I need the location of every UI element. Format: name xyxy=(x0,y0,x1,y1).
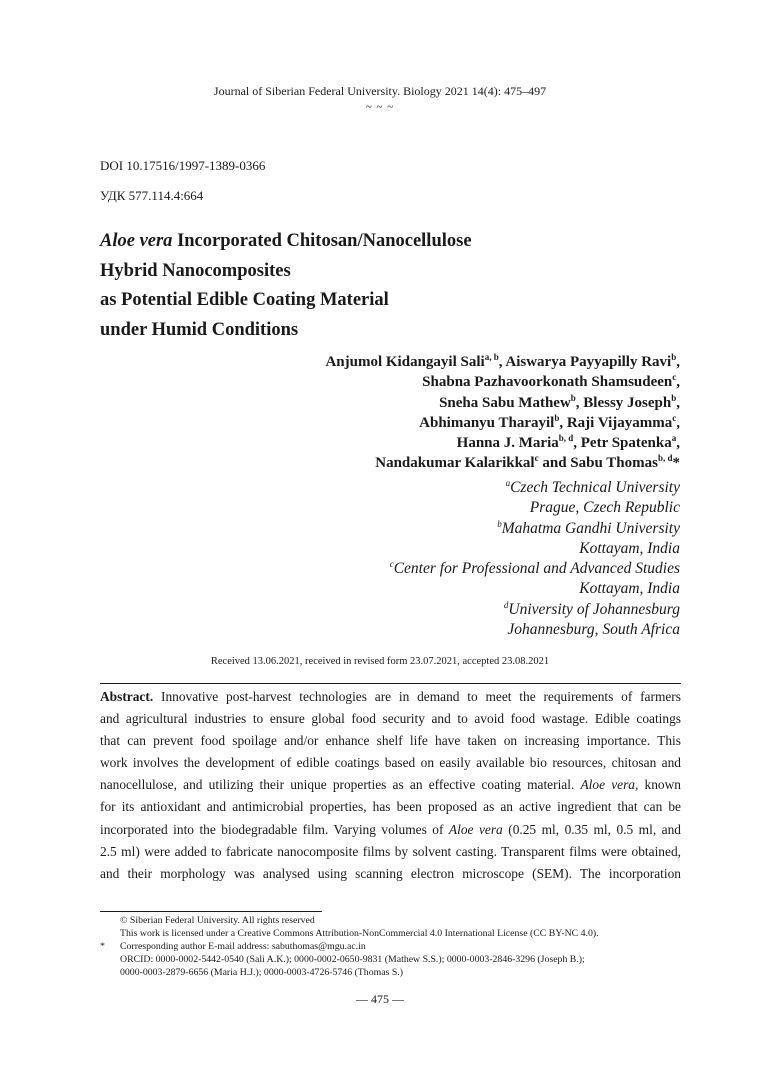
journal-page: Journal of Siberian Federal University. Biology 2021 14(4): 475–497 ~ ~ ~ DOI 10.17516/1997-1389-0366 УДК 577.114.4:664 Aloe vera Incorporated Chitosan/Nanocellulose Hybrid Nanocomposites as Potential Edible Coating Material under Humid Conditions Anjumol Kidangayil Sali$^{a, b}$, Aiswarya Payyapilly Ravi$^b$, Shabna Pazhavoorkonath Shamsudeen$^c$, Sneha Sabu Mathew$^b$, Blessy Joseph$^b$, Abhimanyu Tharayil$^b$, Raji Vijayamma$^c$, Hanna J. Maria$^{b, d}$, Petr Spatenka$^a$, Nandakumar Kalarikkal$^c$ and Sabu Thomas$^{b, d}$* $^a$Czech Technical University Prague, Czech Republic $^b$Mahatma Gandhi University Kottayam, India $^c$Center for Professional and Advanced Studies Kottayam, India $^d$University of Johannesburg Johannesburg, South Africa Received 13.06.2021, received in revised form 23.07.2021, accepted 23.08.2021 Abstract. Innovative post-harvest technologies are in demand to meet the requirements of farmers and agricultural industries to ensure global food security and to avoid food wastage. Edible coatings that can prevent food spoilage and/or enhance shelf life have taken on increasing importance. This work involves the development of edible coatings based on easily available bio resources, chitosan and nanocellulose, and utilizing their unique properties as an effective coating material. Aloe vera, known for its antioxidant and antimicrobial properties, has been proposed as an active ingredient that can be incorporated into the biodegradable film. Varying volumes of Aloe vera (0.25 ml, 0.35 ml, 0.5 ml, and 2.5 ml) were added to fabricate nanocomposite films by solvent casting. Transparent films were obtained, and their morphology was analysed using scanning electron microscope (SEM). The incorporation © Siberian Federal University. All rights reserved This work is licensed under a Creative Commons Attribution-NonCommercial 4.0 International License (CC BY-NC 4.0). * Corresponding author E-mail address: sabuthomas@mgu.ac.in ORCID: 0000-0002-5442-0540 (Sali A.K.); 0000-0002-0650-9831 (Mathew S.S.); 0000-0003-2846-3296 (Joseph B.); 0000-0003-2879-6656 (Maria H.J.); 0000-0003-4726-5746 (Thomas S.) — 475 — xyxy=(0,0,760,1080)
abstract-divider xyxy=(100,683,681,684)
abstract-line: incorporated into the biodegradable film. Varying volumes of Aloe vera (0.25 ml, 0.35 ml, 0.5 ml, and xyxy=(100,821,681,837)
abstract-line: nanocellulose, and utilizing their unique properties as an effective coating material. Aloe vera, known xyxy=(100,777,681,793)
title-line-2: Hybrid Nanocomposites xyxy=(100,260,291,281)
affiliation-org: $^c$Center for Professional and Advanced Studies xyxy=(389,559,680,578)
author-affiliation-mark: b, d xyxy=(558,433,574,444)
title-line-4: under Humid Conditions xyxy=(100,319,299,340)
author-affiliation-mark: c xyxy=(672,412,677,423)
author-row: Sneha Sabu Mathew$^b$, Blessy Joseph$^b$, xyxy=(439,392,680,411)
species-name: Aloe vera xyxy=(448,821,503,837)
doi[interactable]: DOI 10.17516/1997-1389-0366 xyxy=(100,158,266,173)
author-affiliation-mark: b xyxy=(671,392,677,403)
article-title xyxy=(100,227,472,345)
abstract-line: that can prevent food spoilage and/or enhance shelf life have taken on increasing importance. This xyxy=(100,733,681,749)
corresponding-email[interactable]: Corresponding author E-mail address: sabuthomas@mgu.ac.in xyxy=(120,941,366,952)
author-affiliation-mark: b xyxy=(554,412,560,423)
abstract-line: 2.5 ml) were added to fabricate nanocomposite films by solvent casting. Transparent films were obtained, xyxy=(100,843,681,859)
header-ornament: ~ ~ ~ xyxy=(365,101,395,113)
page-number: — 475 — xyxy=(356,992,404,1006)
abstract-line: and agricultural industries to ensure global food security and to avoid food wastage. Edible coatings xyxy=(100,711,681,727)
affiliation-list xyxy=(390,478,680,640)
affiliation-place: Kottayam, India xyxy=(579,580,680,598)
author-row: Hanna J. Maria$^{b, d}$, Petr Spatenka$^a$, xyxy=(456,433,680,452)
asterisk-mark: * xyxy=(100,941,105,952)
abstract-line: Abstract. Innovative post-harvest technologies are in demand to meet the requirements of farmers xyxy=(100,689,681,704)
species-name: Aloe vera xyxy=(580,777,635,793)
author-name: Sneha Sabu Mathew xyxy=(439,394,571,411)
title-line-1 xyxy=(100,227,472,257)
author-affiliation-mark: b, d xyxy=(657,453,673,464)
author-name: Blessy Joseph xyxy=(583,394,672,411)
title-line-3: as Potential Edible Coating Material xyxy=(100,290,389,310)
journal-header: Journal of Siberian Federal University. Biology 2021 14(4): 475–497 xyxy=(213,84,547,98)
title-line-1-rest: Incorporated Chitosan/Nanocellulose xyxy=(172,231,472,251)
author-affiliation-mark: c xyxy=(672,372,677,383)
affiliation-org: $^b$Mahatma Gandhi University xyxy=(497,518,680,537)
author-name: Anjumol Kidangayil Sali xyxy=(325,354,485,370)
author-name: Raji Vijayamma xyxy=(566,414,673,431)
received-dates: Received 13.06.2021, received in revised form 23.07.2021, accepted 23.08.2021 xyxy=(210,656,550,667)
abstract xyxy=(100,686,681,885)
author-name: Petr Spatenka xyxy=(580,435,672,452)
affiliation-place: Prague, Czech Republic xyxy=(529,499,680,517)
title-italic: Aloe vera xyxy=(100,231,173,251)
author-affiliation-mark: c xyxy=(534,453,539,464)
abstract-line: work involves the development of edible coatings based on easily available bio resources, chitosan and xyxy=(100,755,681,771)
author-name: Shabna Pazhavoorkonath Shamsudeen xyxy=(422,374,673,391)
abstract-label: Abstract. xyxy=(100,689,154,704)
author-name: Aiswarya Payyapilly Ravi xyxy=(505,354,672,370)
author-affiliation-mark: a, b xyxy=(484,352,499,362)
affiliation-mark: c xyxy=(389,559,394,570)
author-row: Shabna Pazhavoorkonath Shamsudeen$^c$, xyxy=(422,372,680,391)
author-name: Abhimanyu Tharayil xyxy=(419,414,555,431)
author-name: Sabu Thomas xyxy=(570,455,658,472)
affiliation-place: Kottayam, India xyxy=(579,539,680,557)
author-affiliation-mark: b xyxy=(671,352,677,362)
affiliation-mark: d xyxy=(503,599,509,610)
author-affiliation-mark: b xyxy=(570,392,576,403)
affiliation-org: $^a$Czech Technical University xyxy=(505,477,680,496)
abstract-line: for its antioxidant and antimicrobial properties, has been proposed as an active ingredient that can be xyxy=(100,799,681,815)
affiliation-mark: b xyxy=(497,518,502,529)
author-name: Hanna J. Maria xyxy=(456,435,559,452)
affiliation-mark: a xyxy=(505,477,511,488)
author-list xyxy=(325,352,680,474)
abstract-line: and their morphology was analysed using scanning electron microscope (SEM). The incorporation xyxy=(100,865,681,881)
footnote-divider xyxy=(100,911,322,912)
affiliation-org: $^d$University of Johannesburg xyxy=(503,599,680,618)
author-name: Nandakumar Kalarikkal xyxy=(375,455,535,472)
affiliation-place: Johannesburg, South Africa xyxy=(507,621,680,639)
udk-code: УДК 577.114.4:664 xyxy=(100,188,204,203)
author-affiliation-mark: a xyxy=(671,433,677,444)
author-row: Nandakumar Kalarikkal$^c$ and Sabu Thomas$^{b, d}$* xyxy=(375,453,680,472)
author-row: Abhimanyu Tharayil$^b$, Raji Vijayamma$^c$, xyxy=(419,412,680,431)
author-row: Anjumol Kidangayil Sali$^{a, b}$, Aiswarya Payyapilly Ravi$^b$, xyxy=(325,352,680,370)
